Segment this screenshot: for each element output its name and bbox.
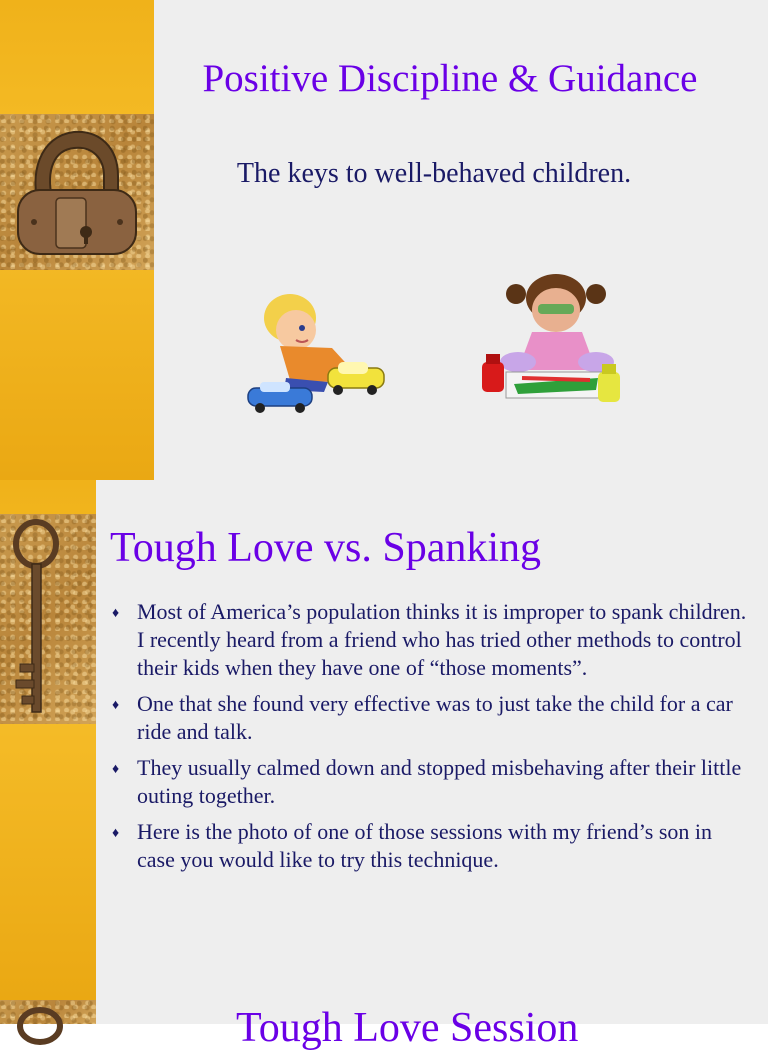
list-item-text: Here is the photo of one of those sessions with my friend’s son in case you would like to try this technique. <box>137 819 712 872</box>
padlock-icon <box>0 114 154 270</box>
diamond-bullet-icon: ♦ <box>112 762 120 777</box>
slide-1-title: Positive Discipline & Guidance <box>202 57 698 100</box>
list-item <box>112 598 752 682</box>
boy-playing-cars-clipart <box>240 282 390 422</box>
list-item <box>112 690 752 746</box>
slide-1-subtitle: The keys to well-behaved children. <box>236 158 632 189</box>
diamond-bullet-icon: ♦ <box>112 698 120 713</box>
list-item <box>112 754 752 810</box>
girl-painting-clipart <box>478 266 638 406</box>
slide-2 <box>0 480 768 1000</box>
list-item <box>112 818 752 874</box>
sand-texture-panel <box>0 514 96 724</box>
sand-texture-panel <box>0 1000 96 1024</box>
slide-3 <box>0 1000 768 1051</box>
slide-1 <box>0 0 768 480</box>
key-bow-icon <box>0 1000 96 1024</box>
bullet-list <box>112 598 752 882</box>
diamond-bullet-icon: ♦ <box>112 606 120 621</box>
sand-texture-panel <box>0 114 154 270</box>
list-item-text: One that she found very effective was to just take the child for a car ride and talk. <box>137 691 733 744</box>
list-item-text: They usually calmed down and stopped misbehaving after their little outing together. <box>137 755 742 808</box>
skeleton-key-icon <box>0 514 96 724</box>
list-item-text: Most of America’s population thinks it is improper to spank children. I recently heard from a friend who has tried other methods to control their kids when they have one of “those moments”. <box>137 599 747 680</box>
slide-3-title: Tough Love Session <box>236 1005 579 1051</box>
diamond-bullet-icon: ♦ <box>112 826 120 841</box>
slide-2-title: Tough Love vs. Spanking <box>110 525 542 571</box>
